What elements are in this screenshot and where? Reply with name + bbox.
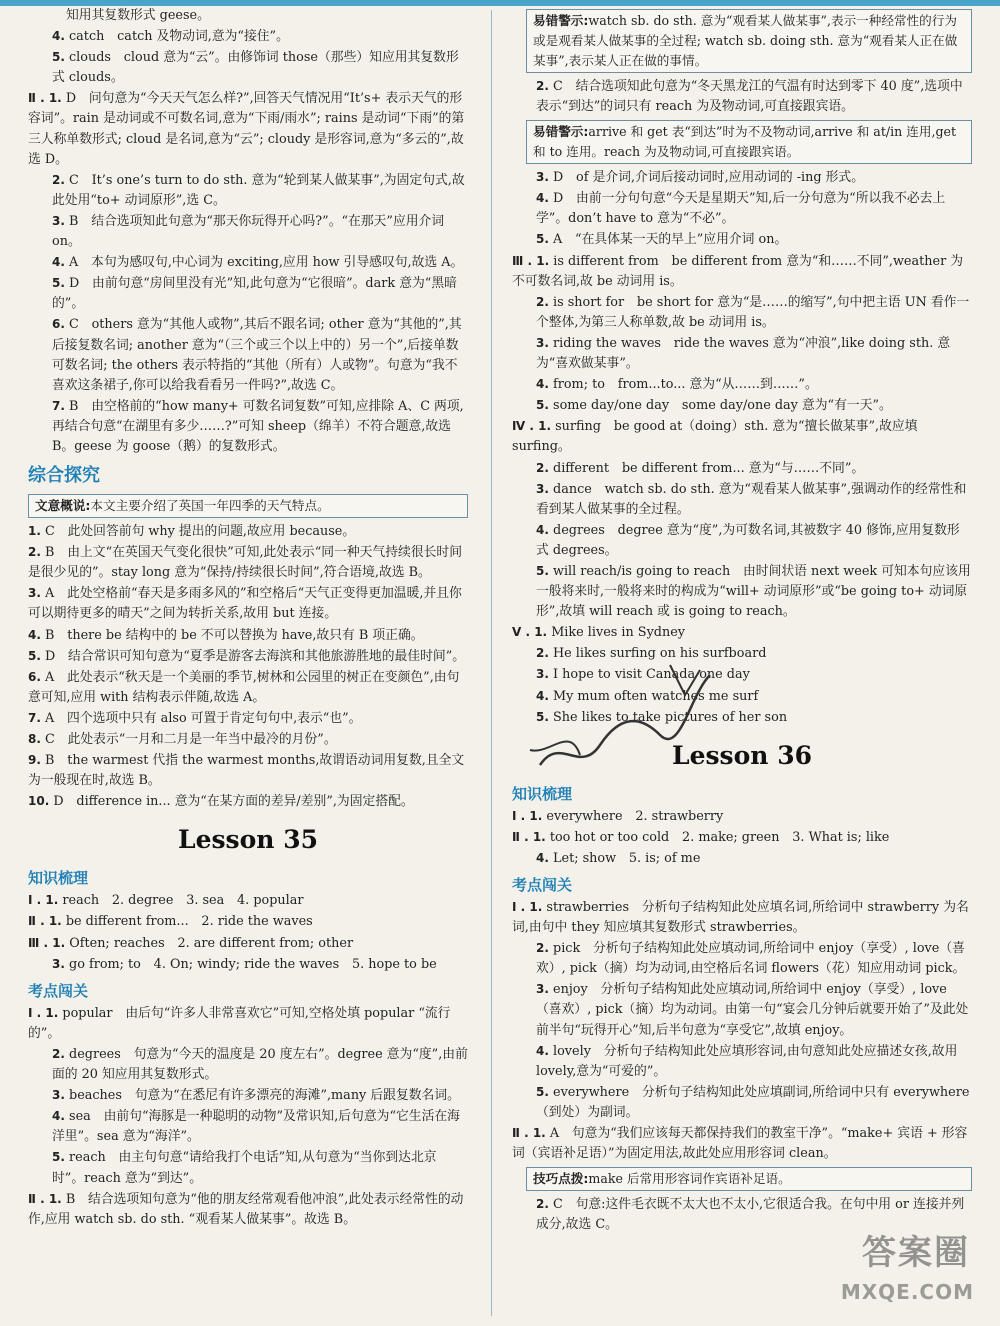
answer-item xyxy=(28,396,468,457)
answer-number: 4. xyxy=(536,850,549,865)
answer-number: 3. xyxy=(536,335,549,350)
summary-box-text: 本文主要介绍了英国一年四季的天气特点。 xyxy=(90,498,330,514)
answer-text: D 结合常识可知句意为“夏季是游客去海滨和其他旅游胜地的最佳时间”。 xyxy=(45,648,466,664)
answer-text: D of 是介词,介词后接动词时,应用动词的 -ing 形式。 xyxy=(553,170,865,186)
answer-text: A 句意为“我们应该每天都保持我们的教室干净”。“make+ 宾语 + 形容词（宾语补足语）”为固定用法,故此处应用形容词 clean。 xyxy=(512,1126,968,1162)
right-answers-part1 xyxy=(512,76,972,117)
answer-item xyxy=(28,252,468,273)
answer-text: be different from... 2. ride the waves xyxy=(65,914,313,930)
answer-text: B the warmest 代指 the warmest months,故谓语动词用复数,且全文为一般现在时,故选 B。 xyxy=(28,753,465,789)
answer-text: D difference in... 意为“在某方面的差异/差别”,为固定搭配。 xyxy=(53,794,414,810)
answer-number: 2. xyxy=(536,646,549,661)
answer-item xyxy=(28,273,468,314)
answer-text: B there be 结构中的 be 不可以替换为 have,故只有 B 项正确。 xyxy=(45,627,424,643)
answer-number: 5. xyxy=(52,50,65,65)
section-title-zonghe: 综合探究 xyxy=(28,465,100,487)
answer-text: strawberries 分析句子结构知此处应填名词,所给词中 strawberry 为名词,由句中 they 知应填其复数形式 strawberries。 xyxy=(512,900,969,936)
answer-text: Often; reaches 2. are different from; other xyxy=(69,935,354,951)
answer-text: D 问句意为“今天天气怎么样?”,回答天气情况用“It’s+ 表示天气的形容词”。rain 是动词或不可数名词,意为“下雨/雨水”; rains 是动词“下雨”的第三人称单数形式; cloud 是名词,意为“云”; cloudy 是形容词,意为“多云的”,故选 D。 xyxy=(28,91,465,167)
summary-box xyxy=(28,494,468,518)
answer-text: C It’s one’s turn to do sth. 意为“轮到某人做某事”,为固定句式,故此处用“to+ 动词原形”,选 C。 xyxy=(52,172,465,208)
warning-box-1-label: 易错警示: xyxy=(533,13,589,28)
answer-number: 4. xyxy=(536,688,549,703)
answer-item xyxy=(512,188,972,229)
answer-number: Ⅴ . 1. xyxy=(512,625,548,640)
answer-item xyxy=(512,251,972,292)
answer-item xyxy=(28,314,468,395)
answer-number: 2. xyxy=(536,460,549,475)
answer-number: 4. xyxy=(536,191,549,206)
answer-item xyxy=(512,229,972,250)
answer-item xyxy=(512,479,972,520)
answer-text: A 此处表示“秋天是一个美丽的季节,树林和公园里的树正在变颜色”,由句意可知,应用 with 结构表示伴随,故选 A。 xyxy=(28,669,460,705)
answer-text: C 此处表示“一月和二月是一年当中最冷的月份”。 xyxy=(45,732,337,747)
answer-number: 7. xyxy=(52,398,65,413)
answer-text: A “在具体某一天的早上”应用介词 on。 xyxy=(553,232,788,248)
answer-item xyxy=(512,848,972,869)
answer-text: surfing be good at（doing）sth. 意为“擅长做某事”,故应填 surfing。 xyxy=(512,419,918,455)
answer-text: reach 2. degree 3. sea 4. popular xyxy=(62,893,304,909)
warning-box-2 xyxy=(526,120,972,164)
answer-text: My mum often watches me surf xyxy=(553,688,759,704)
answer-text: 知用其复数形式 geese。 xyxy=(66,8,210,23)
answer-text: lovely 分析句子结构知此处应填形容词,由句意知此处应描述女孩,故用 lovely,意为“可爱的”。 xyxy=(536,1043,958,1079)
answer-item xyxy=(512,806,972,827)
answer-text: Let; show 5. is; of me xyxy=(553,850,701,866)
answer-number: Ⅲ . 1. xyxy=(512,253,550,268)
answer-item xyxy=(28,791,468,812)
handwritten-scribble xyxy=(520,655,720,795)
answer-item xyxy=(512,416,972,457)
answer-number: 3. xyxy=(52,1088,65,1103)
answer-text: C 句意:这件毛衣既不太大也不太小,它很适合我。在句中用 or 连接并列成分,故选 C。 xyxy=(536,1197,965,1233)
lesson35-question-list xyxy=(28,1003,468,1230)
answer-number: 3. xyxy=(28,586,41,601)
answer-text: sea 由前句“海豚是一种聪明的动物”及常识知,后句意为“它生活在海洋里”。sea 意为“海洋”。 xyxy=(52,1109,460,1145)
answer-text: B 由空格前的“how many+ 可数名词复数”可知,应排除 A、C 两项,再结合句意“在湖里有多少……?”可知 sheep（绵羊）不符合题意,故选 B。geese 为 goose（鹅）的复数形式。 xyxy=(52,398,464,454)
answer-item xyxy=(512,1041,972,1082)
answer-number: Ⅰ . 1. xyxy=(512,808,543,823)
answer-number: Ⅱ . 1. xyxy=(28,1191,62,1206)
answer-number: 2. xyxy=(52,1046,65,1061)
answer-text: catch catch 及物动词,意为“接住”。 xyxy=(69,29,289,45)
answer-number: 10. xyxy=(28,794,50,809)
answer-number: Ⅱ . 1. xyxy=(512,829,546,844)
answer-text: C 结合选项知此句意为“冬天黑龙江的气温有时达到零下 40 度”,选项中表示“到达”的词只有 reach 为及物动词,可直接跟宾语。 xyxy=(536,79,963,115)
lesson35-section-knowledge: 知识梳理 xyxy=(28,869,89,888)
answer-number: Ⅰ . 1. xyxy=(28,893,59,908)
answer-item xyxy=(28,211,468,252)
answer-number: Ⅱ . 1. xyxy=(28,91,62,106)
answer-text: I hope to visit Canada one day xyxy=(553,667,750,683)
answer-item xyxy=(512,292,972,333)
answer-text: is short for be short for 意为“是……的缩写”,句中把主语 UN 看作一个整体,为第三人称单数,故 be 动词用 is。 xyxy=(536,294,970,330)
answer-item xyxy=(28,47,468,88)
answer-number: 3. xyxy=(52,213,65,228)
answer-item xyxy=(512,76,972,117)
answer-text: enjoy 分析句子结构知此处应填动词,所给词中 enjoy（享受）, love（喜欢）, pick（摘）均为动词。由第一句“宴会几分钟后就要开始了”及此处前半句“玩得开心”知,后半句意为“享受它”,故填 enjoy。 xyxy=(536,982,969,1038)
answer-number: Ⅱ . 1. xyxy=(512,1126,546,1141)
answer-item xyxy=(28,6,468,26)
answer-number: 9. xyxy=(28,753,41,768)
answer-number: 4. xyxy=(536,377,549,392)
answer-text: beaches 句意为“在悉尼有许多漂亮的海滩”,many 后跟复数名词。 xyxy=(69,1088,460,1104)
answer-text: will reach/is going to reach 由时间状语 next week 可知本句应该用一般将来时,一般将来时的构成为“will+ 动词原形”或“be going to+ 动词原形”,故填 will reach 或 is going to reach。 xyxy=(536,563,971,620)
answer-item xyxy=(512,897,972,938)
answer-item xyxy=(28,911,468,932)
answer-number: 3. xyxy=(536,170,549,185)
answer-text: go from; to 4. On; windy; ride the waves 5. hope to be xyxy=(69,956,437,972)
tip-box-text: make 后常用形容词作宾语补足语。 xyxy=(588,1171,791,1187)
answer-number: 2. xyxy=(28,545,41,560)
watermark-url: MXQE.COM xyxy=(840,1280,974,1304)
answer-text: from; to from...to... 意为“从……到……”。 xyxy=(553,377,818,393)
answer-number: 3. xyxy=(536,481,549,496)
lesson36-question-list xyxy=(512,897,972,1164)
answer-item xyxy=(28,170,468,211)
answer-number: 5. xyxy=(536,398,549,413)
answer-item xyxy=(28,708,468,729)
answer-item xyxy=(28,625,468,646)
answer-number: 4. xyxy=(52,29,65,44)
tip-box xyxy=(526,1167,972,1191)
answer-item xyxy=(512,395,972,416)
answer-item xyxy=(28,750,468,791)
answer-item xyxy=(512,167,972,188)
answer-number: 3. xyxy=(536,667,549,682)
answer-text: popular 由后句“许多人非常喜欢它”可知,空格处填 popular “流行的”。 xyxy=(28,1005,451,1041)
answer-text: A 本句为感叹句,中心词为 exciting,应用 how 引导感叹句,故选 A。 xyxy=(69,255,464,271)
answer-item xyxy=(28,667,468,708)
answer-text: A 四个选项中只有 also 可置于肯定句句中,表示“也”。 xyxy=(45,710,362,726)
left-answers-part2 xyxy=(28,521,468,812)
answer-number: 4. xyxy=(536,1043,549,1058)
lesson36-knowledge-list xyxy=(512,806,972,869)
answer-item xyxy=(28,954,468,975)
answer-number: Ⅰ . 1. xyxy=(28,1005,59,1020)
answer-text: B 结合选项知句意为“他的朋友经常观看他冲浪”,此处表示经常性的动作,应用 watch sb. do sth. “观看某人做某事”。故选 B。 xyxy=(28,1191,464,1227)
answer-text: is different from be different from 意为“和……不同”,weather 为不可数名词,故 be 动词用 is。 xyxy=(512,253,964,289)
answer-number: 2. xyxy=(52,172,65,187)
answer-number: 5. xyxy=(536,563,549,578)
warning-box-2-text: arrive 和 get 表“到达”时为不及物动词,arrive 和 at/in 连用,get 和 to 连用。reach 为及物动词,可直接跟宾语。 xyxy=(533,124,957,160)
answer-text: pick 分析句子结构知此处应填动词,所给词中 enjoy（享受）, love（喜欢）, pick（摘）均为动词,由空格后名词 flowers（花）知应用动词 pick。 xyxy=(536,941,966,977)
answer-item xyxy=(512,622,972,643)
answer-item xyxy=(512,333,972,374)
answer-item xyxy=(512,520,972,561)
answer-text: D 由前一分句句意“今天是星期天”知,后一分句意为“所以我不必去上学”。don’t have to 意为“不必”。 xyxy=(536,191,946,227)
answer-text: A 此处空格前“春天是多雨多风的”和空格后“天气正变得更加温暖,并且你可以期待更多的晴天”之间为转折关系,故用 but 连接。 xyxy=(28,586,462,622)
answer-text: riding the waves ride the waves 意为“冲浪”,like doing sth. 意为“喜欢做某事”。 xyxy=(536,335,951,372)
answer-text: everywhere 2. strawberry xyxy=(546,808,724,824)
answer-text: reach 由主句句意“请给我打个电话”知,从句意为“当你到达北京时”。reach 意为“到达”。 xyxy=(52,1150,437,1186)
answer-item xyxy=(512,938,972,979)
answer-number: 5. xyxy=(52,1150,65,1165)
answer-item xyxy=(28,542,468,583)
answer-item xyxy=(28,1003,468,1044)
answer-text: B 结合选项知此句意为“那天你玩得开心吗?”。“在那天”应用介词 on。 xyxy=(52,213,445,250)
answer-item xyxy=(28,933,468,954)
right-answers-part2 xyxy=(512,167,972,728)
answer-item xyxy=(512,374,972,395)
answer-number: 5. xyxy=(536,232,549,247)
answer-number: 1. xyxy=(28,524,41,539)
answer-item xyxy=(512,561,972,622)
answer-item xyxy=(28,890,468,911)
watermark-logo: 答案圈 xyxy=(862,1233,970,1273)
answer-item xyxy=(28,88,468,169)
lesson35-knowledge-list xyxy=(28,890,468,974)
answer-item xyxy=(512,1082,972,1123)
answer-number: 4. xyxy=(536,522,549,537)
answer-item xyxy=(512,1123,972,1164)
answer-item xyxy=(512,827,972,848)
answer-text: C 此处回答前句 why 提出的问题,故应用 because。 xyxy=(45,524,356,540)
answer-text: She likes to take pictures of her son xyxy=(553,709,788,725)
answer-text: everywhere 分析句子结构知此处应填副词,所给词中只有 everywhere（到处）为副词。 xyxy=(536,1084,970,1120)
answer-text: degrees 句意为“今天的温度是 20 度左右”。degree 意为“度”,由前面的 20 知应用其复数形式。 xyxy=(52,1046,468,1083)
answer-number: 6. xyxy=(28,669,41,684)
warning-box-1 xyxy=(526,9,972,73)
answer-text: different be different from... 意为“与……不同”。 xyxy=(553,460,865,476)
lesson-35-title: Lesson 35 xyxy=(178,825,318,855)
answer-number: Ⅲ . 1. xyxy=(28,935,66,950)
lesson35-section-kaodian: 考点闯关 xyxy=(28,981,89,1000)
answer-text: B 由上文“在英国天气变化很快”可知,此处表示“同一种天气持续很长时间是很少见的”。stay long 意为“保持/持续很长时间”,符合语境,故选 B。 xyxy=(28,545,463,581)
answer-number: 2. xyxy=(536,79,549,93)
answer-item xyxy=(28,1147,468,1188)
answer-text: Mike lives in Sydney xyxy=(551,625,686,641)
answer-text: D 由前句意“房间里没有光”知,此句意为“它很暗”。dark 意为“黑暗的”。 xyxy=(52,276,457,312)
answer-number: 5. xyxy=(52,276,65,291)
answer-text: too hot or too cold 2. make; green 3. What is; like xyxy=(549,829,890,845)
answer-text: C others 意为“其他人或物”,其后不跟名词; other 意为“其他的”,其后接复数名词; another 意为“（三个或三个以上中的）另一个”,后接单数可数名词; the others 表示特指的“其他（所有）人或物”。句意为“我不喜欢这条裙子,你可以给我看看另一件吗?”,故选 C。 xyxy=(52,317,462,393)
answer-number: 2. xyxy=(536,294,549,309)
answer-item xyxy=(28,1085,468,1106)
left-answers-part1 xyxy=(28,6,468,457)
answer-number: 4. xyxy=(28,627,41,642)
answer-item xyxy=(28,1106,468,1147)
answer-number: 2. xyxy=(536,1197,549,1212)
answer-number: 5. xyxy=(28,648,41,663)
answer-item xyxy=(28,1044,468,1085)
answer-text: degrees degree 意为“度”,为可数名词,其被数字 40 修饰,应用复数形式 degrees。 xyxy=(536,522,960,558)
answer-number: Ⅰ . 1. xyxy=(512,900,543,914)
answer-number: 6. xyxy=(52,317,65,332)
answer-number: 4. xyxy=(52,255,65,270)
answer-item xyxy=(512,458,972,479)
lesson36-section-knowledge: 知识梳理 xyxy=(512,784,573,803)
answer-number: 3. xyxy=(52,956,65,971)
answer-text: dance watch sb. do sth. 意为“观看某人做某事”,强调动作的经常性和看到某人做某事的全过程。 xyxy=(536,481,967,517)
answer-number: Ⅱ . 1. xyxy=(28,914,62,929)
left-column xyxy=(28,6,468,1230)
lesson36-section-kaodian: 考点闯关 xyxy=(512,876,573,894)
answer-item xyxy=(512,979,972,1040)
column-divider xyxy=(491,10,492,1316)
answer-number: 5. xyxy=(536,709,549,724)
answer-number: 8. xyxy=(28,732,41,746)
answer-number: Ⅳ . 1. xyxy=(512,419,552,434)
tip-box-label: 技巧点拨: xyxy=(533,1171,589,1187)
answer-number: 5. xyxy=(536,1084,549,1099)
warning-box-1-text: watch sb. do sth. 意为“观看某人做某事”,表示一种经常性的行为或是观看某人做某事的全过程; watch sb. doing sth. 意为“观看某人正在做某事”,表示某人正在做的事情。 xyxy=(533,13,958,68)
answer-item xyxy=(28,583,468,624)
answer-number: 7. xyxy=(28,710,41,725)
summary-box-label: 文意概说: xyxy=(35,498,91,514)
answer-text: He likes surfing on his surfboard xyxy=(553,646,767,662)
answer-number: 4. xyxy=(52,1109,65,1124)
answer-item xyxy=(28,521,468,542)
answer-item xyxy=(28,729,468,750)
answer-number: 3. xyxy=(536,982,549,997)
answer-item xyxy=(28,26,468,47)
answer-number: 2. xyxy=(536,941,549,956)
warning-box-2-label: 易错警示: xyxy=(533,124,589,140)
lesson-36-title: Lesson 36 xyxy=(672,740,812,770)
right-column xyxy=(512,6,972,1235)
answer-text: clouds cloud 意为“云”。由修饰词 those（那些）知应用其复数形式 clouds。 xyxy=(52,50,459,86)
answer-item xyxy=(28,646,468,667)
answer-item xyxy=(28,1189,468,1230)
answer-text: some day/one day some day/one day 意为“有一天”。 xyxy=(553,398,892,414)
